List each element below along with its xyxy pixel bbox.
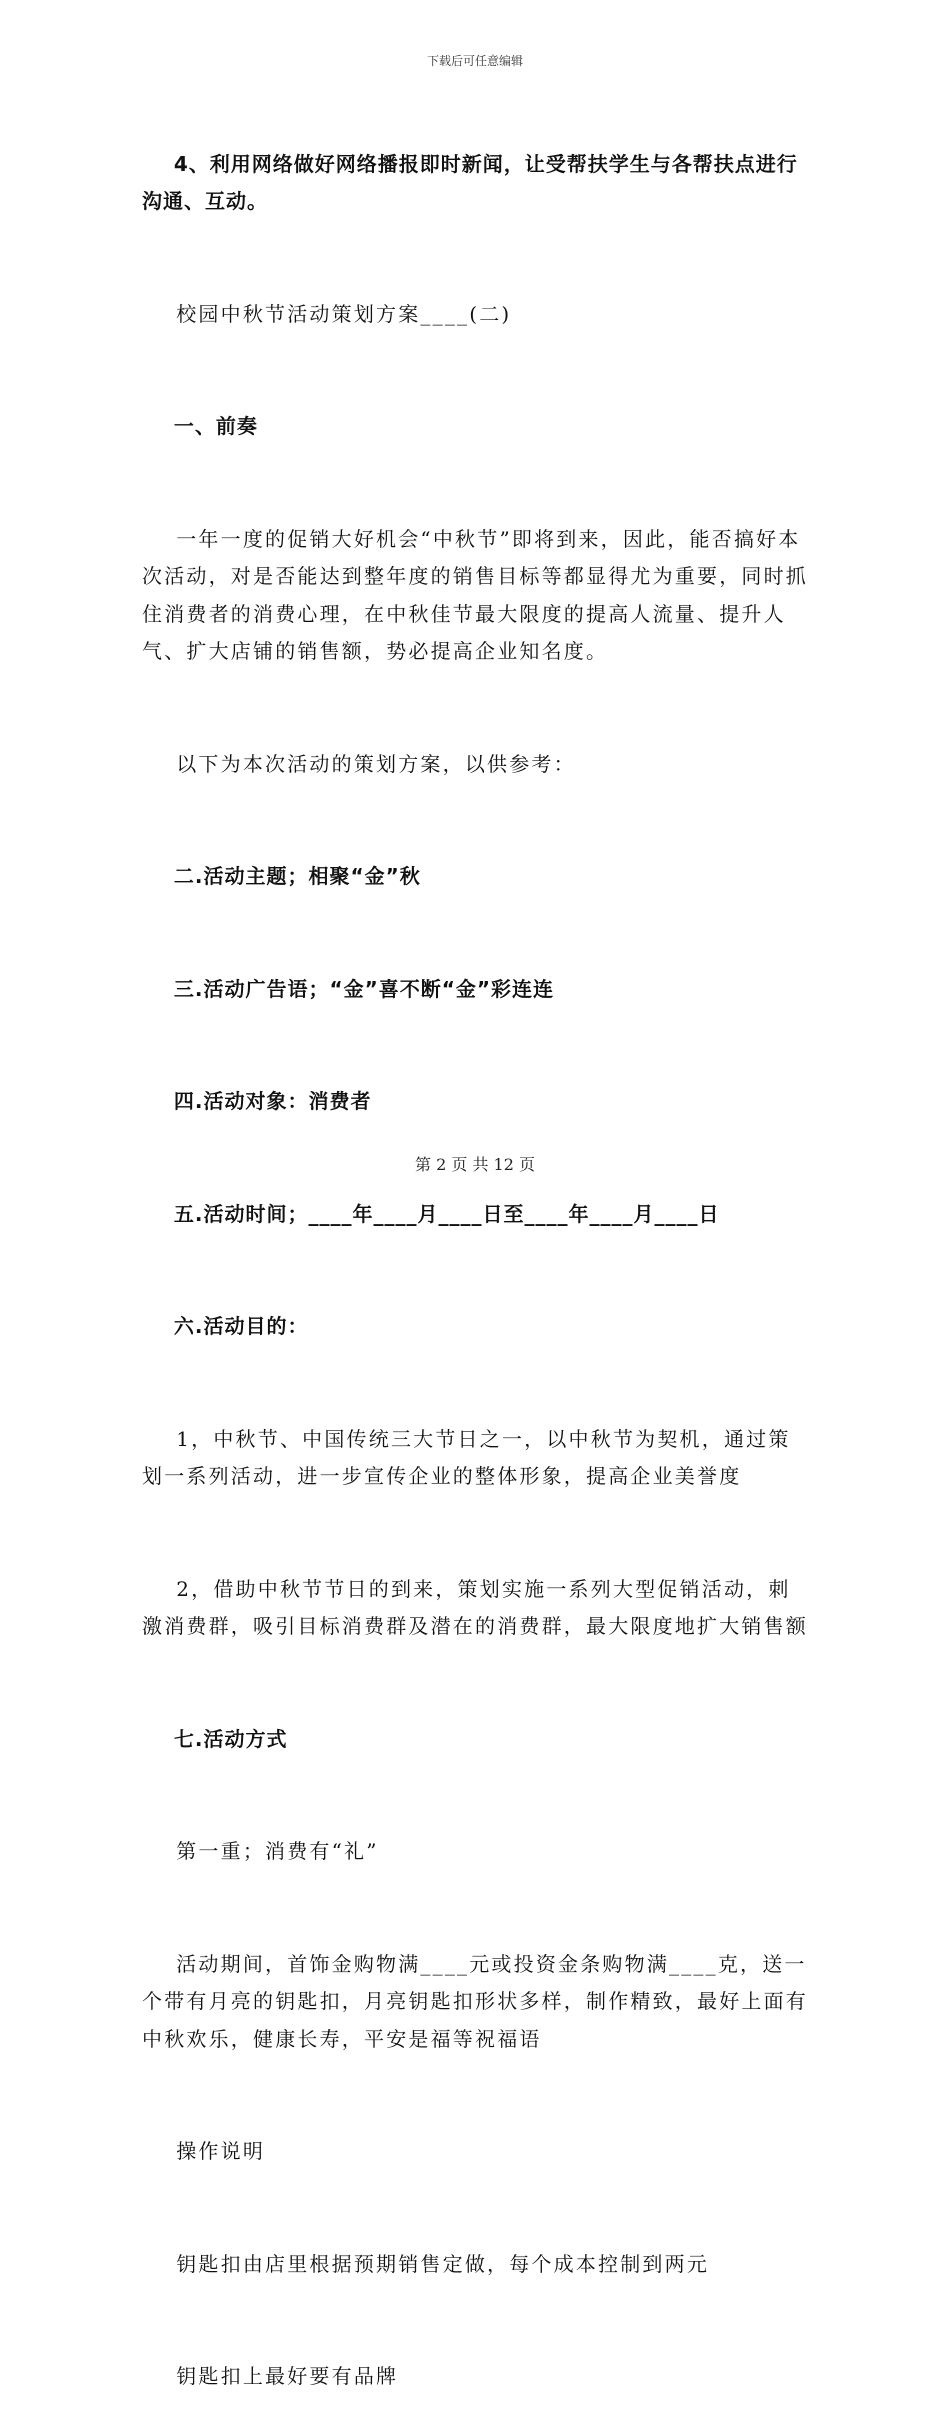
paragraph-promotion-details — [142, 1908, 808, 2096]
paragraph-text: 4、利用网络做好网络播报即时新闻，让受帮扶学生与各帮扶点进行沟通、互动。 — [142, 152, 798, 214]
heading-text: 五.活动时间；____年____月____日至____年____月____日 — [174, 1202, 720, 1226]
page-header: 下载后可任意编辑 — [0, 52, 950, 69]
heading-prelude — [142, 371, 808, 484]
paragraph-text: 2，借助中秋节节日的到来，策划实施一系列大型促销活动，刺激消费群，吸引目标消费群及潜在的消费群，最大限度地扩大销售额 — [142, 1577, 808, 1639]
document-body — [142, 108, 808, 2433]
paragraph-prelude-body — [142, 483, 808, 708]
paragraph-text: 操作说明 — [176, 2139, 265, 2163]
paragraph-first-tier — [142, 1796, 808, 1909]
paragraph-keychain-cost — [142, 2208, 808, 2321]
paragraph-purpose-1 — [142, 1383, 808, 1533]
heading-activity-theme — [142, 821, 808, 934]
paragraph-text: 活动期间，首饰金购物满____元或投资金条购物满____克，送一个带有月亮的钥匙扣，月亮钥匙扣形状多样，制作精致，最好上面有中秋欢乐，健康长寿，平安是福等祝福语 — [142, 1952, 808, 2051]
paragraph-text: 校园中秋节活动策划方案____(二) — [176, 302, 511, 326]
heading-activity-audience — [142, 1046, 808, 1159]
heading-text: 六.活动目的： — [174, 1314, 309, 1338]
heading-activity-purpose — [142, 1271, 808, 1384]
heading-text: 七.活动方式 — [174, 1727, 288, 1751]
paragraph-keychain-brand — [142, 2321, 808, 2433]
heading-text: 四.活动对象：消费者 — [174, 1089, 372, 1113]
paragraph-text: 钥匙扣由店里根据预期销售定做，每个成本控制到两元 — [176, 2252, 709, 2276]
paragraph-operation-notes — [142, 2096, 808, 2209]
heading-text: 二.活动主题；相聚“金”秋 — [174, 864, 421, 888]
heading-activity-slogan — [142, 933, 808, 1046]
heading-text: 一、前奏 — [174, 414, 258, 438]
paragraph-text: 第一重；消费有“礼” — [176, 1839, 378, 1863]
paragraph-text: 以下为本次活动的策划方案，以供参考： — [176, 752, 576, 776]
heading-activity-method — [142, 1683, 808, 1796]
paragraph-purpose-2 — [142, 1533, 808, 1683]
paragraph-plan-title — [142, 258, 808, 371]
page-footer: 第 2 页 共 12 页 — [0, 1152, 950, 1175]
paragraph-text: 一年一度的促销大好机会“中秋节”即将到来，因此，能否搞好本次活动，对是否能达到整年度的销售目标等都显得尤为重要，同时抓住消费者的消费心理，在中秋佳节最大限度的提高人流量、提升人气、扩大店铺的销售额，势必提高企业知名度。 — [142, 527, 808, 664]
heading-text: 三.活动广告语；“金”喜不断“金”彩连连 — [174, 977, 554, 1001]
paragraph-text: 钥匙扣上最好要有品牌 — [176, 2364, 398, 2388]
paragraph-reference-intro — [142, 708, 808, 821]
paragraph-text: 1，中秋节、中国传统三大节日之一，以中秋节为契机，通过策划一系列活动，进一步宣传企业的整体形象，提高企业美誉度 — [142, 1427, 791, 1489]
paragraph-network-item — [142, 108, 808, 258]
